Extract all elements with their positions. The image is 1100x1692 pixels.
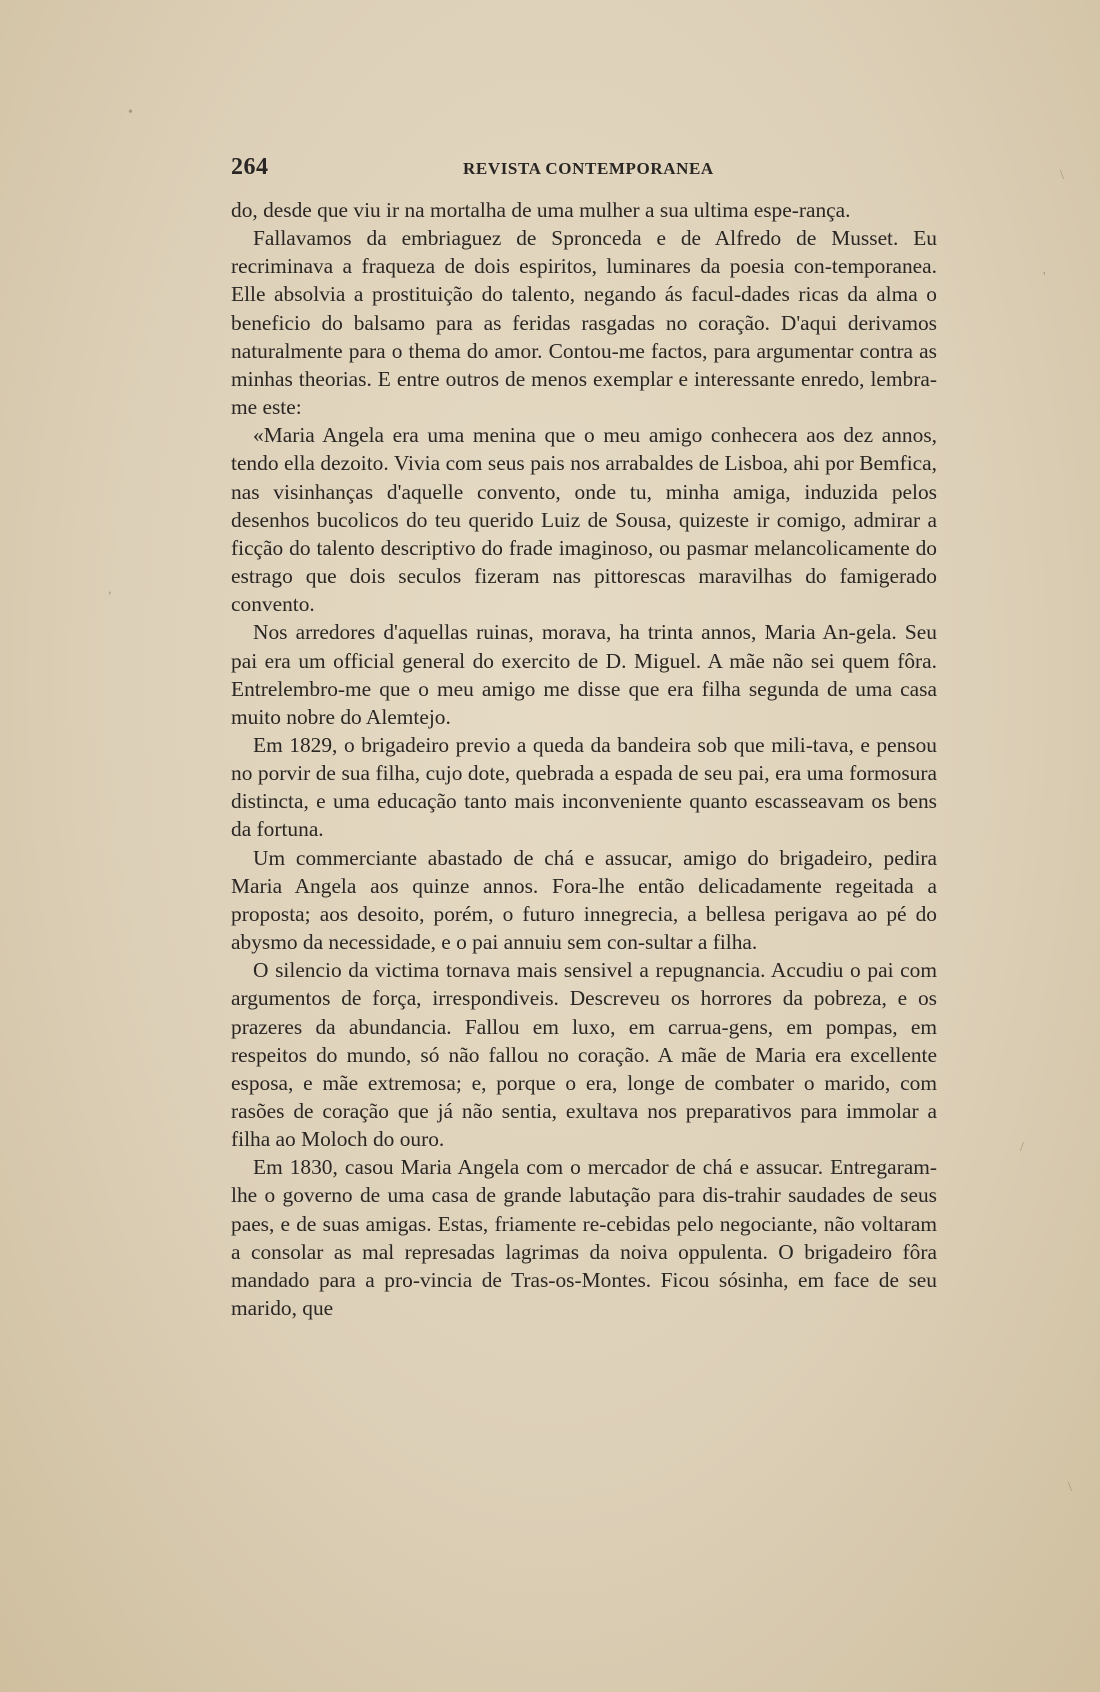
- paragraph-continuation: do, desde que viu ir na mortalha de uma mulher a sua ultima espe-rança.: [231, 198, 851, 222]
- body-text: [231, 196, 937, 1322]
- paragraph: Um commerciante abastado de chá e assucar, amigo do brigadeiro, pedira Maria Angela aos quinze annos. Fora-lhe então delicadamente regeitada a proposta; aos desoito, porém, o futuro innegrecia, a bellesa perigava ao pé do abysmo da necessidade, e o pai annuiu sem con-sultar a filha.: [231, 845, 937, 955]
- page-number: 264: [231, 154, 269, 180]
- paragraph: Em 1830, casou Maria Angela com o mercador de chá e assucar. Entregaram-lhe o governo de uma casa de grande labutação para dis-trahir saudades de seus paes, e de suas amigas. Estas, friamente re-cebidas pelo negociante, não voltaram a consolar as mal represadas lagrimas da noiva oppulenta. O brigadeiro fôra mandado para a pro-vincia de Tras-os-Montes. Ficou sósinha, em face de seu marido, que: [231, 1155, 937, 1321]
- paper-speck: •: [128, 105, 133, 120]
- running-title: REVISTA CONTEMPORANEA: [463, 159, 714, 178]
- paper-speck: ': [1043, 270, 1046, 285]
- paper-speck: /: [1020, 1140, 1024, 1155]
- paper-speck: ,: [108, 582, 112, 597]
- paragraph: Fallavamos da embriaguez de Spronceda e de Alfredo de Musset. Eu recriminava a fraqueza de dois espiritos, luminares da poesia con-temporanea. Elle absolvia a prostituição do talento, negando ás facul-dades ricas da alma o beneficio do balsamo para as feridas rasgadas no coração. D'aqui derivamos naturalmente para o thema do amor. Contou-me factos, para argumentar contra as minhas theorias. E entre outros de menos exemplar e interessante enredo, lembra-me este:: [231, 226, 937, 420]
- page-header: [231, 154, 941, 182]
- paragraph: «Maria Angela era uma menina que o meu amigo conhecera aos dez annos, tendo ella dezoito. Vivia com seus pais nos arrabaldes de Lisboa, ahi por Bemfica, nas visinhanças d'aquelle convento, onde tu, minha amiga, induzida pelos desenhos bucolicos do teu querido Luiz de Sousa, quizeste ir comigo, admirar a ficção do talento descriptivo do frade imaginoso, ou pasmar melancolicamente do estrago que dois seculos fizeram nas pittorescas maravilhas do famigerado convento.: [231, 423, 937, 617]
- paper-speck: \: [1068, 1480, 1072, 1495]
- paragraph: Em 1829, o brigadeiro previo a queda da bandeira sob que mili-tava, e pensou no porvir de sua filha, cujo dote, quebrada a espada de seu pai, era uma formosura distincta, e uma educação tanto mais inconveniente quanto escasseavam os bens da fortuna.: [231, 732, 937, 842]
- paragraph: O silencio da victima tornava mais sensivel a repugnancia. Accudiu o pai com argumentos de força, irrespondiveis. Descreveu os horrores da pobreza, e os prazeres da abundancia. Fallou em luxo, em carrua-gens, em pompas, em respeitos do mundo, só não fallou no coração. A mãe de Maria era excellente esposa, e mãe extremosa; e, porque o era, longe de combater o marido, com rasões de coração que já não sentia, exultava nos preparativos para immolar a filha ao Moloch do ouro.: [231, 958, 937, 1152]
- paragraph: Nos arredores d'aquellas ruinas, morava, ha trinta annos, Maria An-gela. Seu pai era um official general do exercito de D. Miguel. A mãe não sei quem fôra. Entrelembro-me que o meu amigo me disse que era filha segunda de uma casa muito nobre do Alemtejo.: [231, 620, 937, 729]
- paper-speck: \: [1060, 168, 1064, 183]
